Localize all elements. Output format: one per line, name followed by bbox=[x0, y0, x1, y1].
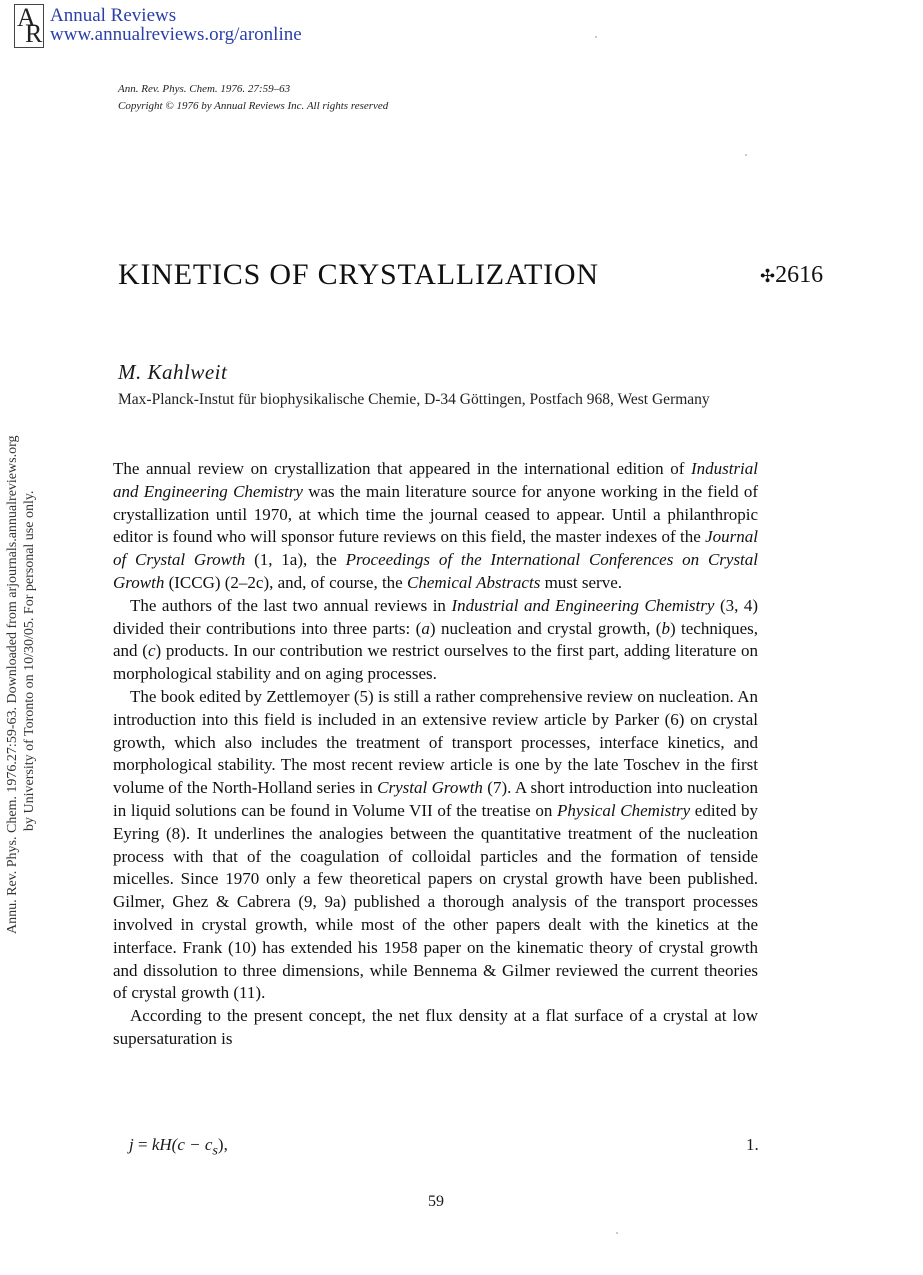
logo-letter-r: R bbox=[25, 19, 43, 48]
article-code bbox=[760, 262, 823, 289]
author-affiliation: Max-Planck-Instut für biophysikalische Chemie, D-34 Göttingen, Postfach 968, West Germany bbox=[118, 391, 710, 408]
journal-citation: Ann. Rev. Phys. Chem. 1976. 27:59–63 bbox=[118, 83, 291, 95]
page-number: 59 bbox=[428, 1193, 444, 1210]
author-name: M. Kahlweit bbox=[118, 360, 228, 384]
annual-reviews-logo bbox=[14, 4, 44, 48]
scan-speck bbox=[595, 36, 597, 38]
download-notice-line-1: Annu. Rev. Phys. Chem. 1976.27:59-63. Downloaded from arjournals.annualreviews.org bbox=[5, 435, 20, 934]
scan-speck bbox=[745, 154, 747, 156]
download-notice-line-2: by University of Toronto on 10/30/05. For personal use only. bbox=[22, 490, 37, 831]
paragraph-2: The authors of the last two annual reviews in Industrial and Engineering Chemistry (3, 4) divided their contributions into three parts: (a) nucleation and crystal growth, (b) techniques, and (c) products. In our contribution we restrict ourselves to the first part, adding literature on morphological stability and on aging processes. bbox=[113, 595, 759, 684]
code-mark-icon: ✣ bbox=[760, 266, 776, 286]
paragraph-3: The book edited by Zettlemoyer (5) is still a rather comprehensive review on nucleation. An introduction into this field is included in an extensive review article by Parker (6) on crystal growth, which also includes the treatment of transport processes, interface kinetics, and morphological stability. The most recent review article is one by the late Toschev in the first volume of the North-Holland series in Crystal Growth (7). A short introduction into nucleation in liquid solutions can be found in Volume VII of the treatise on Physical Chemistry edited by Eyring (8). It underlines the analogies between the quantitative treatment of the nucleation process with that of the coagulation of colloidal particles and the formation of tenside micelles. Since 1970 only a few theoretical papers on crystal growth have been published. Gilmer, Ghez & Cabrera (9, 9a) published a thorough analysis of the transport processes involved in crystal growth, while most of the other papers dealt with the kinetics at the interface. Frank (10) has extended his 1958 paper on the kinematic theory of crystal growth and dissolution to three dimensions, while Bennema & Gilmer reviewed the current theories of crystal growth (11). bbox=[113, 686, 759, 1003]
paragraph-1: The annual review on crystallization that appeared in the international edition of Industrial and Engineering Chemistry was the main literature source for anyone working in the field of crystallization until 1970, at which time the journal ceased to appear. Until a philanthropic editor is found who will sponsor future reviews on this field, the master indexes of the Journal of Crystal Growth (1, 1a), the Proceedings of the International Conferences on Crystal Growth (ICCG) (2–2c), and, of course, the Chemical Abstracts must serve. bbox=[113, 459, 759, 592]
copyright-notice: Copyright © 1976 by Annual Reviews Inc. All rights reserved bbox=[118, 100, 389, 112]
equation-1: $j = kH(c - c_s)$, bbox=[129, 1135, 228, 1159]
article-body bbox=[113, 458, 758, 1051]
equation-number: 1. bbox=[746, 1135, 759, 1154]
website-link[interactable]: www.annualreviews.org/aronline bbox=[50, 24, 302, 45]
code-number: 2616 bbox=[775, 262, 824, 288]
publisher-link[interactable]: Annual Reviews bbox=[50, 5, 177, 26]
scan-speck bbox=[616, 1232, 618, 1234]
article-title: KINETICS OF CRYSTALLIZATION bbox=[118, 258, 599, 291]
paragraph-4: According to the present concept, the net flux density at a flat surface of a crystal at low supersaturation is bbox=[113, 1006, 758, 1048]
logo-letter-a: A bbox=[17, 3, 36, 32]
